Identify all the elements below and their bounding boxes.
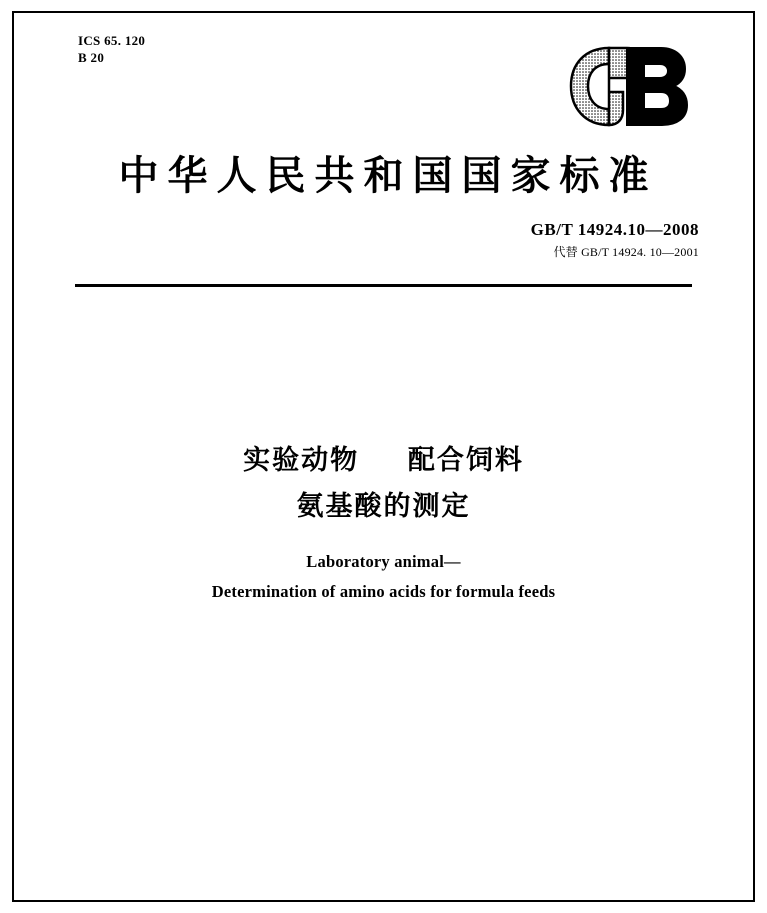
gb-logo-icon xyxy=(531,44,699,129)
document-title-cn-part2: 配合饲料 xyxy=(407,445,524,476)
document-subtitle-cn: 氨基酸的测定 xyxy=(296,491,471,522)
document-title-en xyxy=(12,547,755,607)
page-content xyxy=(12,11,755,902)
document-title-en-line1: Laboratory animal— xyxy=(306,552,461,571)
page-title: 中华人民共和国国家标准 xyxy=(118,153,658,199)
document-title-cn-part1: 实验动物 xyxy=(243,445,360,476)
standard-number: GB/T 14924.10—2008 xyxy=(530,220,699,239)
classification-code: B 20 xyxy=(78,50,105,65)
ics-block xyxy=(78,32,145,66)
document-title-cn xyxy=(12,438,755,530)
standard-replaces: 代替 GB/T 14924. 10—2001 xyxy=(553,245,699,259)
ics-code: ICS 65. 120 xyxy=(78,33,146,48)
standard-number-block xyxy=(531,220,699,260)
header-divider xyxy=(75,284,692,287)
document-title-en-line2: Determination of amino acids for formula feeds xyxy=(211,582,556,601)
